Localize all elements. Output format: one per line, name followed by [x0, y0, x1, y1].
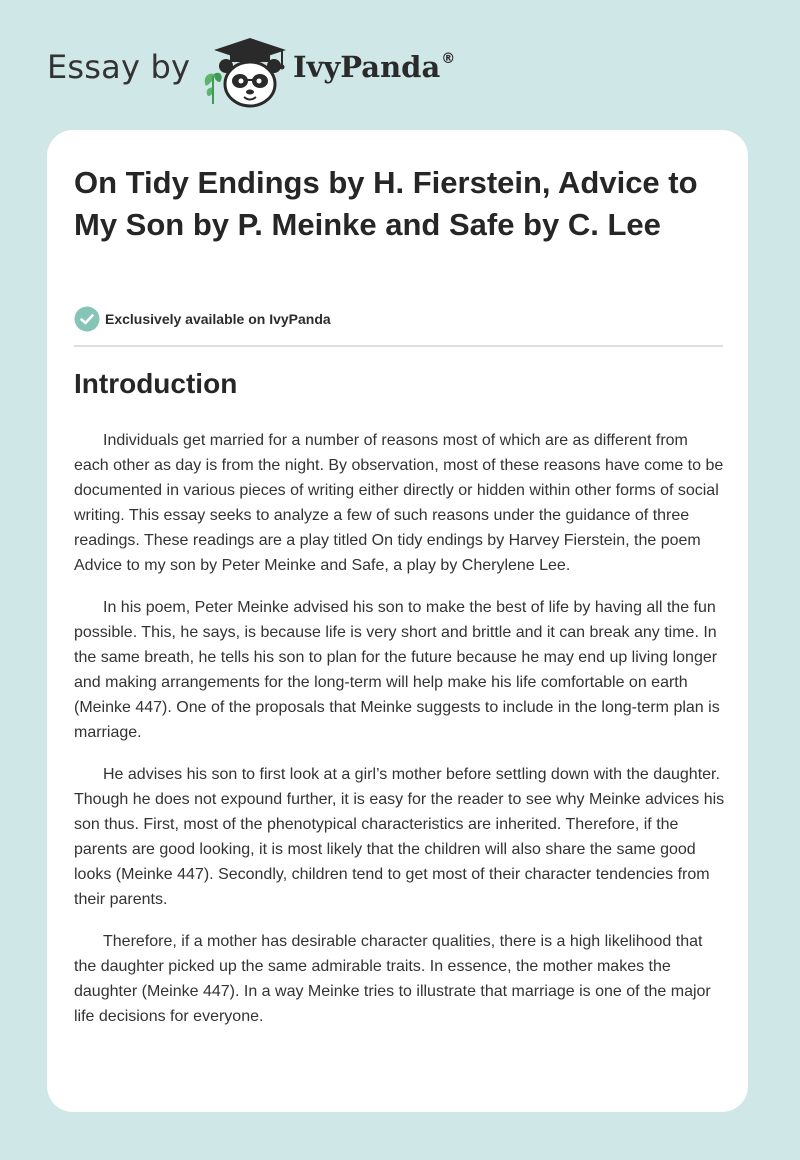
registered-mark: ®	[441, 51, 456, 67]
brand-name[interactable]	[293, 50, 455, 84]
essay-card	[47, 130, 748, 1112]
brand-label: IvyPanda	[293, 50, 441, 84]
divider	[74, 345, 723, 347]
paragraph: He advises his son to first look at a girl’s mother before settling down with the daughter. Though he does not expound further, it is easy for the reader to see why Meinke advices his son thus. First, most of the phenotypical characteristics are inherited. Therefore, if the parents are good looking, it is most likely that the children will also share the same good looks (Meinke 447). Secondly, children tend to get most of their character tendencies from their parents.	[74, 766, 725, 908]
site-header	[47, 30, 747, 110]
page-title: On Tidy Endings by H. Fierstein, Advice to My Son by P. Meinke and Safe by C. Lee	[74, 165, 698, 242]
paragraph: Therefore, if a mother has desirable character qualities, there is a high likelihood that the daughter picked up the same admirable traits. In essence, the mother makes the daughter (Meinke 447). In a way Meinke tries to illustrate that marriage is one of the major life decisions for everyone.	[74, 933, 711, 1025]
check-circle-icon	[74, 306, 100, 332]
exclusive-badge-label: Exclusively available on IvyPanda	[105, 311, 331, 327]
panda-logo-icon[interactable]	[200, 34, 290, 112]
article-body	[74, 428, 726, 1046]
essay-by-label: Essay by	[47, 48, 191, 86]
paragraph: In his poem, Peter Meinke advised his son to make the best of life by having all the fun possible. This, he says, is because life is very short and brittle and it can break any time. In the same breath, he tells his son to plan for the future because he may end up living longer and making arrangements for the long-term will help make his life comfortable on earth (Meinke 447). One of the proposals that Meinke suggests to include in the long-term plan is marriage.	[74, 599, 720, 741]
paragraph: Individuals get married for a number of reasons most of which are as different from each other as day is from the night. By observation, most of these reasons have come to be documented in various pieces of writing either directly or hidden within other forms of social writing. This essay seeks to analyze a few of such reasons under the guidance of three readings. These readings are a play titled On tidy endings by Harvey Fierstein, the poem Advice to my son by Peter Meinke and Safe, a play by Cherylene Lee.	[74, 432, 724, 574]
section-heading: Introduction	[74, 368, 238, 399]
exclusive-badge	[74, 306, 331, 332]
